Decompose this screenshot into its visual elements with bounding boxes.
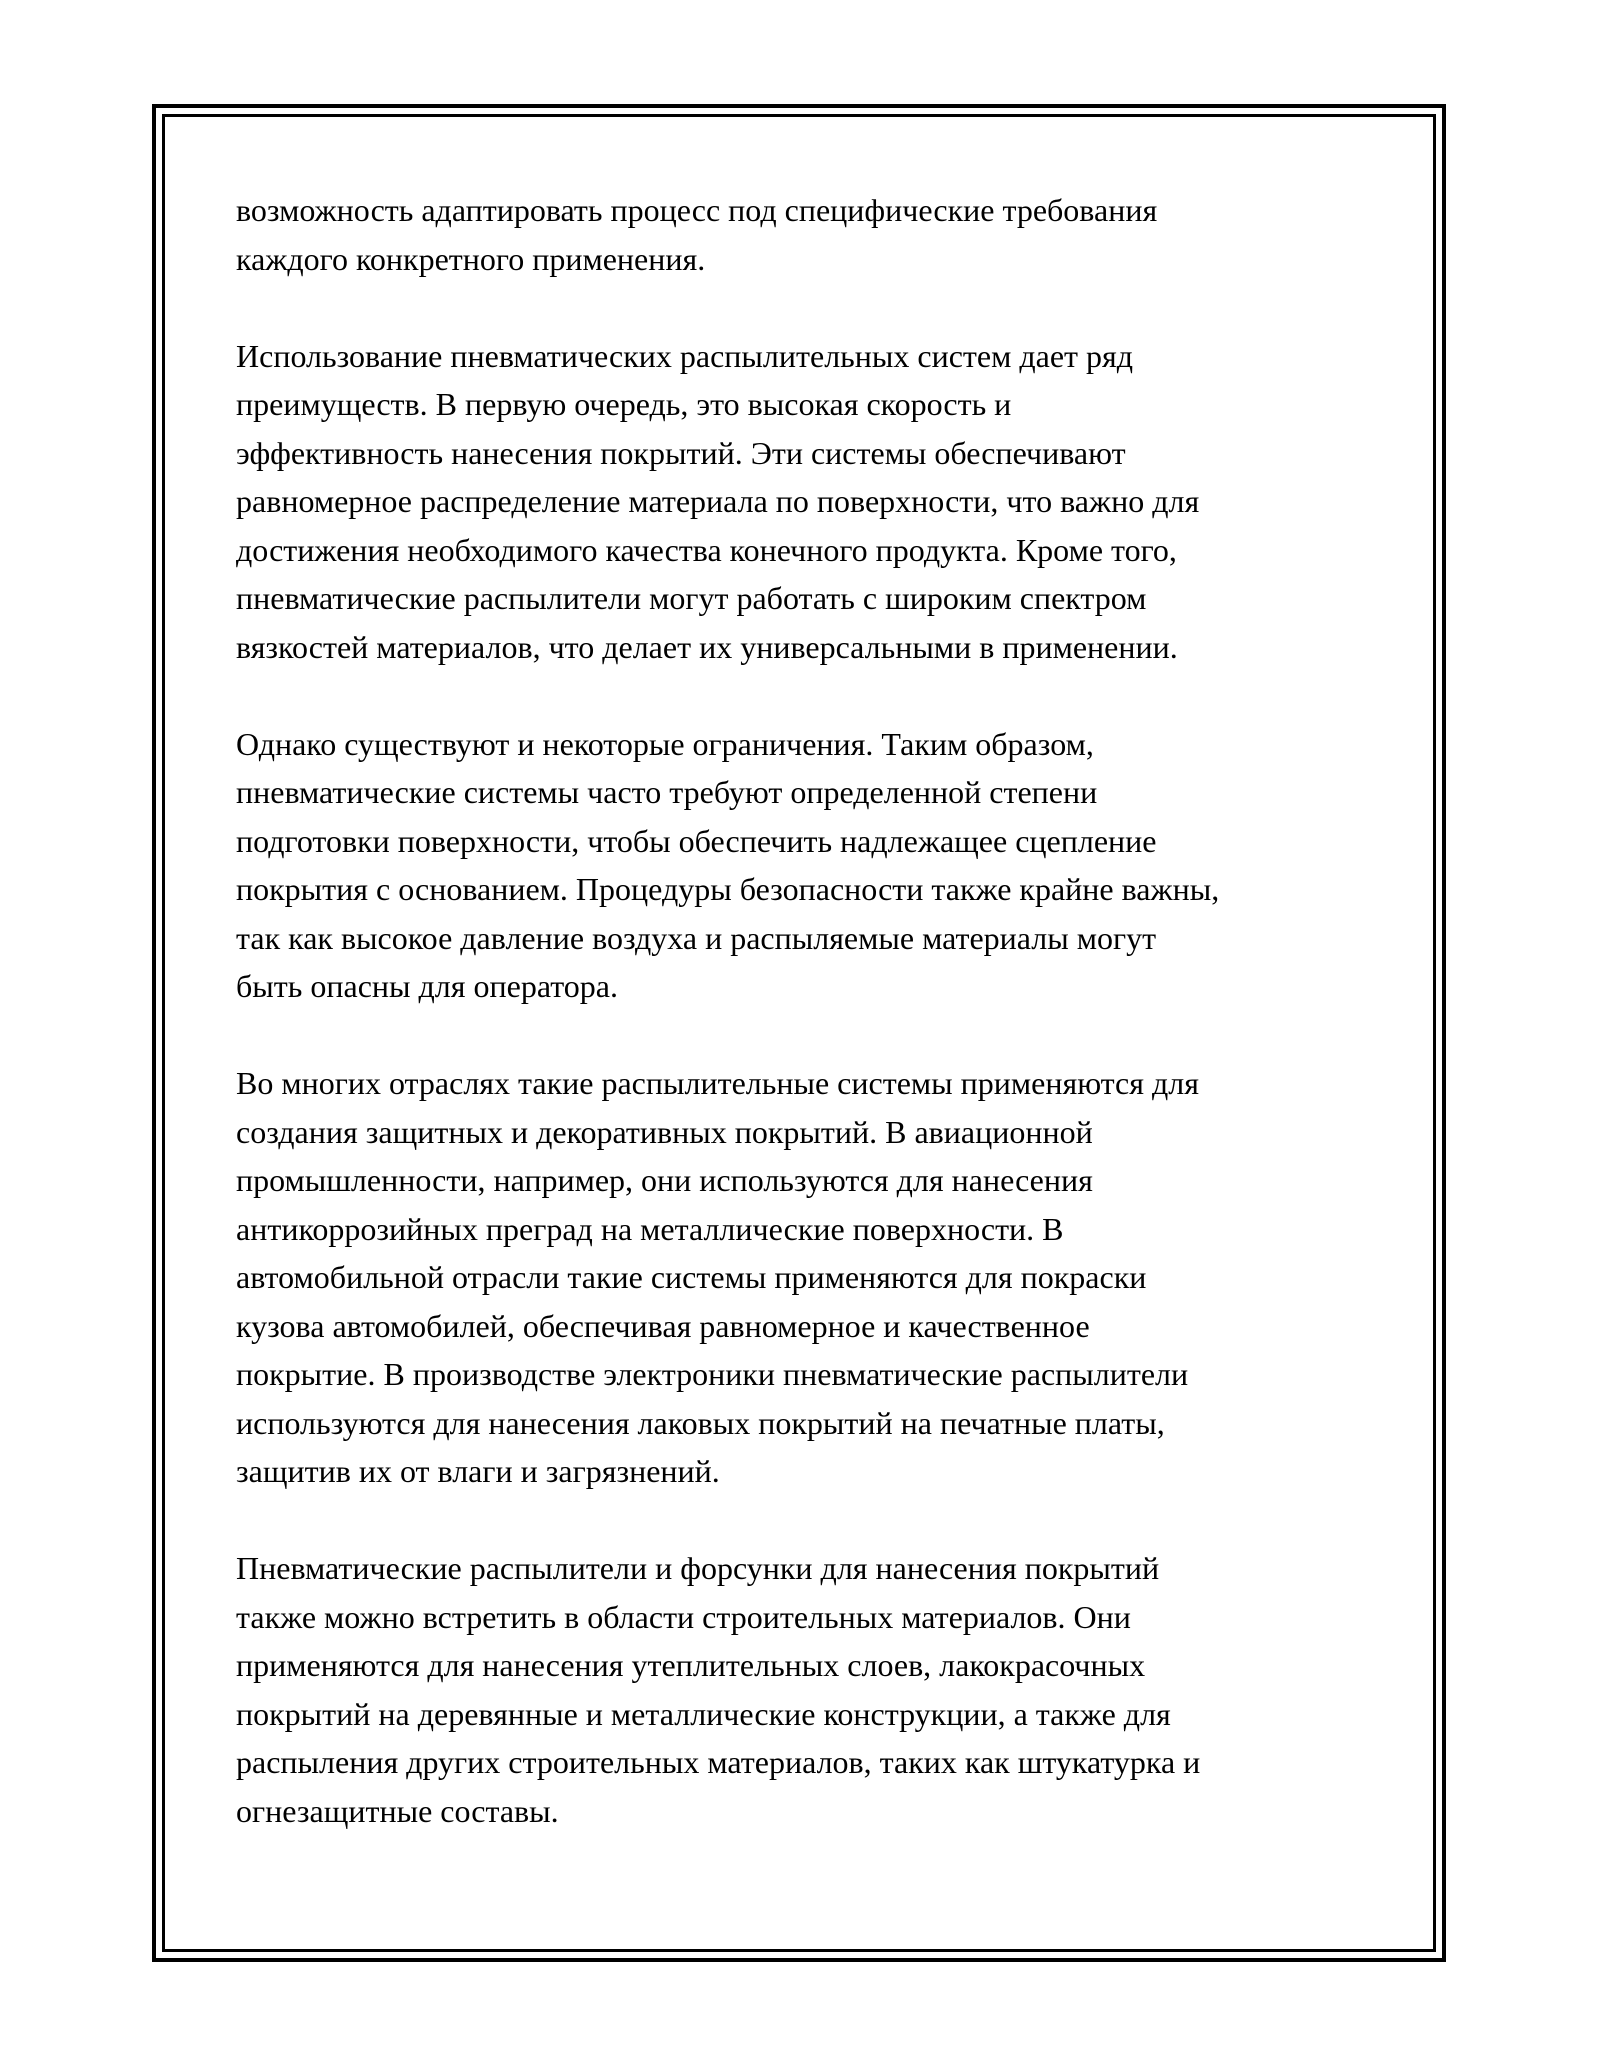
text-line: Во многих отраслях такие распылительные системы применяются для: [236, 1065, 1199, 1101]
text-line: применяются для нанесения утеплительных слоев, лакокрасочных: [236, 1647, 1146, 1683]
text-line: пневматические системы часто требуют определенной степени: [236, 774, 1098, 810]
text-line: используются для нанесения лаковых покрытий на печатные платы,: [236, 1404, 1165, 1441]
document-body: [236, 186, 1386, 1884]
text-line: подготовки поверхности, чтобы обеспечить надлежащее сцепление: [236, 822, 1157, 859]
text-line: Пневматические распылители и форсунки для нанесения покрытий: [236, 1550, 1160, 1586]
text-line: антикоррозийных преград на металлические поверхности. В: [236, 1210, 1064, 1247]
text-line: Использование пневматических распылительных систем дает ряд: [236, 337, 1134, 374]
paragraph-1: [236, 186, 1386, 283]
paragraph-3: [236, 720, 1386, 1011]
text-line: промышленности, например, они используются для нанесения: [236, 1162, 1093, 1198]
text-line: вязкостей материалов, что делает их универсальными в применении.: [236, 628, 1178, 665]
text-line: распыления других строительных материалов, таких как штукатурка и: [236, 1744, 1201, 1780]
text-line: огнезащитные составы.: [236, 1792, 559, 1829]
text-line: покрытий на деревянные и металлические конструкции, а также для: [236, 1695, 1171, 1732]
text-line: автомобильной отрасли такие системы применяются для покраски: [236, 1259, 1147, 1295]
text-line: также можно встретить в области строительных материалов. Они: [236, 1598, 1131, 1635]
text-line: преимуществ. В первую очередь, это высокая скорость и: [236, 386, 1012, 422]
text-line: так как высокое давление воздуха и распыляемые материалы могут: [236, 919, 1157, 956]
paragraph-5: [236, 1544, 1386, 1835]
text-line: достижения необходимого качества конечного продукта. Кроме того,: [236, 531, 1177, 568]
text-line: Однако существуют и некоторые ограничения. Таким образом,: [236, 725, 1094, 762]
text-line: покрытия с основанием. Процедуры безопасности также крайне важны,: [236, 871, 1220, 907]
text-line: создания защитных и декоративных покрытий. В авиационной: [236, 1113, 1093, 1150]
text-line: возможность адаптировать процесс под специфические требования: [236, 192, 1158, 228]
text-line: кузова автомобилей, обеспечивая равномерное и качественное: [236, 1307, 1090, 1344]
text-line: покрытие. В производстве электроники пневматические распылители: [236, 1356, 1189, 1392]
paragraph-2: [236, 332, 1386, 672]
paragraph-4: [236, 1059, 1386, 1496]
text-line: быть опасны для оператора.: [236, 968, 618, 1004]
text-line: пневматические распылители могут работать с широким спектром: [236, 580, 1147, 616]
text-line: равномерное распределение материала по поверхности, что важно для: [236, 483, 1200, 519]
text-line: каждого конкретного применения.: [236, 240, 706, 277]
text-line: защитив их от влаги и загрязнений.: [236, 1453, 720, 1489]
text-line: эффективность нанесения покрытий. Эти системы обеспечивают: [236, 434, 1126, 471]
